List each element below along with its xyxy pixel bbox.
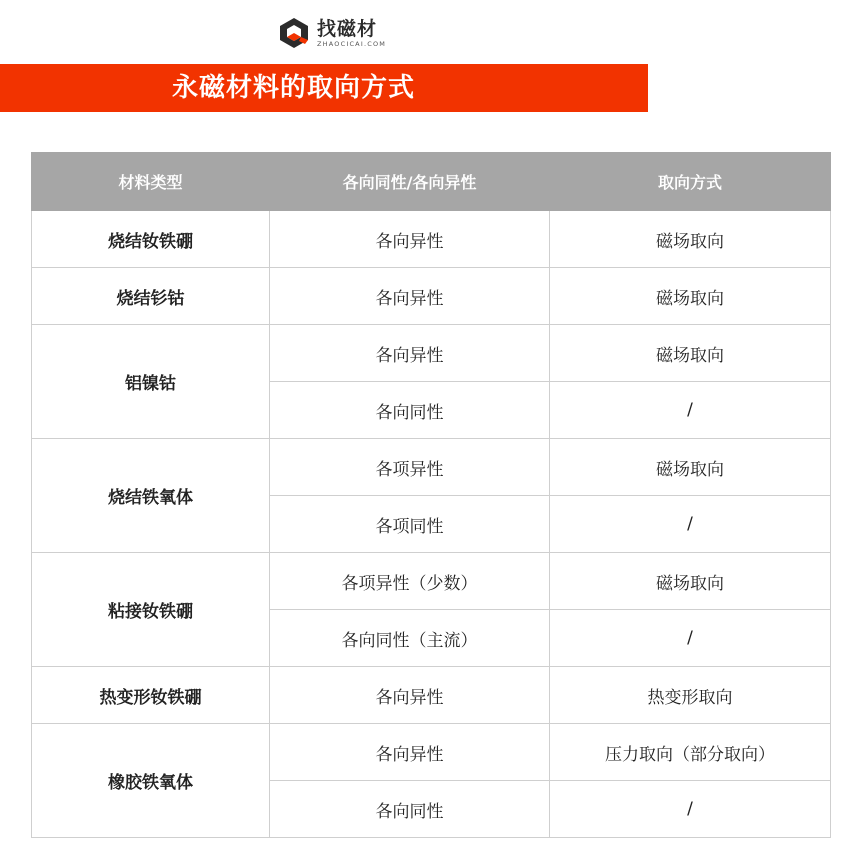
table-row xyxy=(32,268,831,325)
orientation-method-cell: 磁场取向 xyxy=(550,211,831,268)
table-row xyxy=(32,553,831,610)
isotropy-cell: 各向同性 xyxy=(270,382,550,439)
isotropy-cell: 各向同性 xyxy=(270,781,550,838)
table-row xyxy=(32,724,831,781)
table-row xyxy=(32,667,831,724)
orientation-table xyxy=(31,152,831,838)
isotropy-cell: 各向异性 xyxy=(270,211,550,268)
orientation-method-cell: 磁场取向 xyxy=(550,268,831,325)
header-orientation-method: 取向方式 xyxy=(550,153,831,211)
material-type-cell: 铝镍钴 xyxy=(32,325,270,439)
material-type-cell: 热变形钕铁硼 xyxy=(32,667,270,724)
material-type-cell: 橡胶铁氧体 xyxy=(32,724,270,838)
orientation-method-cell: / xyxy=(550,382,831,439)
page-title: 永磁材料的取向方式 xyxy=(172,73,416,103)
orientation-method-cell: 磁场取向 xyxy=(550,325,831,382)
orientation-method-cell: / xyxy=(550,781,831,838)
title-banner xyxy=(0,64,648,112)
header-material-type: 材料类型 xyxy=(32,153,270,211)
orientation-method-cell: / xyxy=(550,610,831,667)
isotropy-cell: 各项同性 xyxy=(270,496,550,553)
isotropy-cell: 各向异性 xyxy=(270,268,550,325)
material-type-cell: 烧结钕铁硼 xyxy=(32,211,270,268)
material-type-cell: 烧结钐钴 xyxy=(32,268,270,325)
material-type-cell: 粘接钕铁硼 xyxy=(32,553,270,667)
logo xyxy=(277,13,386,53)
orientation-method-cell: 磁场取向 xyxy=(550,553,831,610)
isotropy-cell: 各向异性 xyxy=(270,325,550,382)
isotropy-cell: 各向异性 xyxy=(270,667,550,724)
orientation-method-cell: 热变形取向 xyxy=(550,667,831,724)
table-body xyxy=(32,211,831,838)
isotropy-cell: 各向同性（主流） xyxy=(270,610,550,667)
table-row xyxy=(32,325,831,382)
table-row xyxy=(32,439,831,496)
orientation-method-cell: 磁场取向 xyxy=(550,439,831,496)
material-type-cell: 烧结铁氧体 xyxy=(32,439,270,553)
table-row xyxy=(32,211,831,268)
orientation-method-cell: 压力取向（部分取向） xyxy=(550,724,831,781)
orientation-method-cell: / xyxy=(550,496,831,553)
isotropy-cell: 各向异性 xyxy=(270,724,550,781)
cube-logo-icon xyxy=(277,16,311,50)
isotropy-cell: 各项异性（少数） xyxy=(270,553,550,610)
header-isotropy: 各向同性/各向异性 xyxy=(270,153,550,211)
isotropy-cell: 各项异性 xyxy=(270,439,550,496)
table-header-row xyxy=(32,153,831,211)
logo-name: 找磁材 xyxy=(317,17,378,40)
logo-subtitle: ZHAOCICAI.COM xyxy=(317,39,387,48)
